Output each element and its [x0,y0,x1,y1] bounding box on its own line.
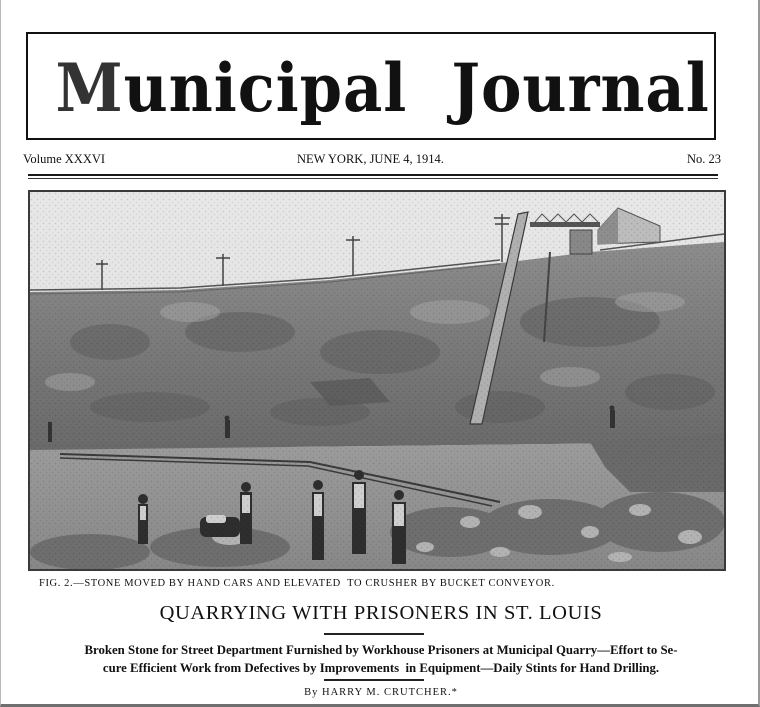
issue-number: No. 23 [686,152,721,166]
dateline [23,152,721,168]
article-deck [31,641,731,677]
masthead-box [26,32,716,140]
masthead-title-rest: unicipal Journal [123,49,710,127]
article-title: QUARRYING WITH PRISONERS IN ST. LOUIS [159,602,603,624]
header-rule-top [28,174,718,176]
deck-line-1: Broken Stone for Street Department Furnished by Workhouse Prisoners at Municipal Quarry—Effort to Se- [84,643,678,657]
masthead-initial: M [55,49,124,127]
quarry-photograph [28,190,726,571]
deck-line-2: cure Efficient Work from Defectives by Improvements in Equipment—Daily Stints for Hand Drilling. [102,661,660,675]
title-rule [324,633,424,635]
place-date: NEW YORK, JUNE 4, 1914. [297,152,444,166]
figure-caption: FIG. 2.—STONE MOVED BY HAND CARS AND ELEVATED TO CRUSHER BY BUCKET CONVEYOR. [39,578,555,589]
byline-rule [324,679,424,681]
byline: By HARRY M. CRUTCHER.* [304,687,458,698]
header-rule-bottom [28,178,718,179]
masthead-title [55,48,710,128]
quarry-photo-image [30,192,724,569]
volume-label: Volume XXXVI [23,152,106,166]
